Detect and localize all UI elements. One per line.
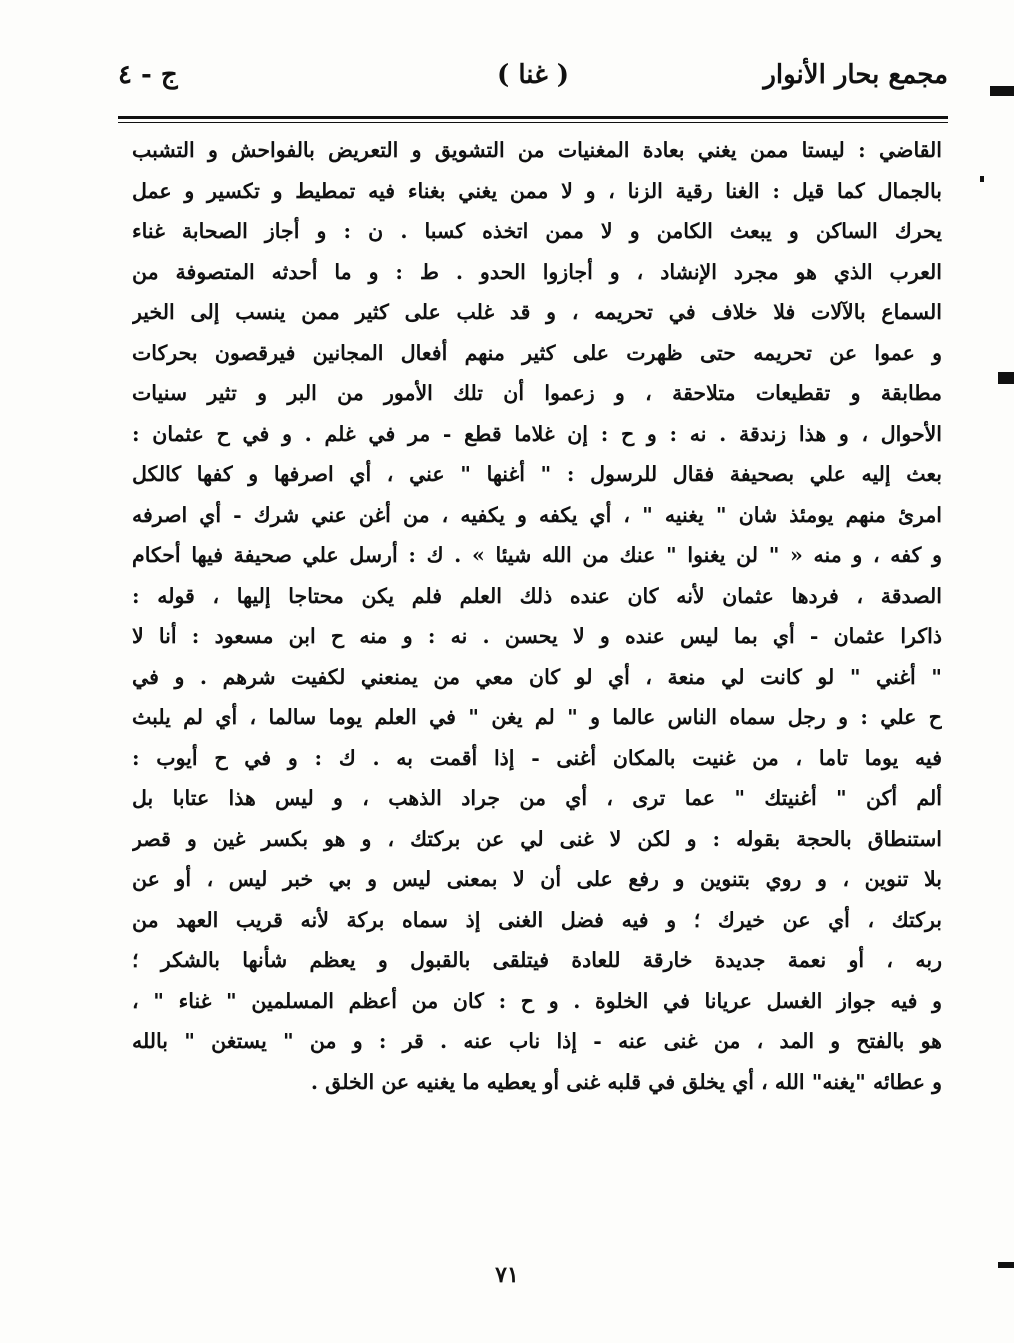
text-line: و فيه جواز الغسل عريانا في الخلوة . و ح : كان من أعظم المسلمين " غناء " ،: [132, 988, 942, 1013]
text-line: فيه يوما تاما ، من غنيت بالمكان أغنى - إذا أقمت به . ك : و في ح أيوب :: [132, 745, 942, 770]
text-line: هو بالفتح و المد ، من غنى عنه - إذا ناب عنه . قر : و من " يستغن " بالله: [132, 1029, 942, 1053]
header-rule-thin: [118, 122, 948, 123]
text-line: يحرك الساكن و يبعث الكامن و لا ممن اتخذه كسبا . ن : و أجاز الصحابة غناء: [132, 219, 942, 243]
text-line: ألم أكن " أغنيتك " عما ترى ، أي من جراد الذهب ، و ليس هذا عتابا بل: [132, 786, 942, 810]
page-number: ٧١: [495, 1262, 519, 1288]
volume-label: ج - ٤: [118, 60, 178, 90]
scan-mark: [998, 1262, 1014, 1268]
text-line: بعث إليه علي بصحيفة فقال للرسول : " أغنها " عني ، أي اصرفها و كفها كالكل: [132, 462, 942, 486]
text-line: بركتك ، أي عن خيرك ؛ و فيه فضل الغنى إذ سماه بركة لأنه قريب العهد من: [132, 907, 942, 932]
text-line: بالجمال كما قيل : الغنا رقية الزنا ، و لا ممن يغني بغناء فيه تمطيط و تكسير و عمل: [132, 178, 942, 203]
text-line: ذاكرا عثمان - أي بما ليس عنده و لا يحسن . نه : و منه ح ابن مسعود : أنا لا: [132, 624, 942, 648]
text-line: و كفه ، و منه « " لن يغنوا " عنك من الله شيئا » . ك : أرسل علي صحيفة فيها أحكام: [132, 543, 942, 567]
text-line: و عموا عن تحريمه حتى ظهرت على كثير منهم أفعال المجانين فيرقصون بحركات: [132, 340, 942, 365]
text-line: " أغني " لو كانت لي منعة ، أي لو كان معي من يمنعني لكفيت شرهم . و في: [132, 664, 942, 689]
text-line: القاضي : ليستا ممن يغني بعادة المغنيات من التشويق و التعريض بالفواحش و التشبب: [132, 138, 942, 162]
text-line: و عطائه "يغنه" الله ، أي يخلق في قلبه غنى أو يعطيه ما يغنيه عن الخلق .: [310, 1069, 942, 1094]
scan-mark: [980, 176, 984, 182]
text-line: ربه ، أو نعمة جديدة خارقة للعادة فيتلقى بالقبول و يعظم شأنها بالشكر ؛: [132, 948, 942, 972]
text-line: العرب الذي هو مجرد الإنشاد ، و أجازوا الحدو . ط : و ما أحدثه المتصوفة من: [132, 259, 942, 284]
header-rule-thick: [118, 116, 948, 119]
section-heading: ( غنا ): [496, 60, 570, 90]
body-text: [132, 130, 942, 1102]
text-line: استنطاق بالحجة بقوله : و لكن لا غنى لي عن بركتك ، و هو بكسر غين و قصر: [132, 826, 942, 851]
text-line: مطابقة و تقطيعات متلاحقة ، و زعموا أن تلك الأمور من البر و تثير سنيات: [132, 381, 942, 405]
book-title: مجمع بحار الأنوار: [763, 60, 948, 90]
page-header: [118, 60, 948, 104]
text-line: الصدقة ، فردها عثمان لأنه كان عنده ذلك العلم فلم يكن محتاجا إليها ، قوله :: [132, 583, 942, 608]
text-line: بلا تنوين ، و روي بتنوين و رفع على أن لا بمعنى ليس و بي خبر ليس ، أو عن: [132, 867, 942, 891]
text-line: ح علي : و رجل سماه الناس عالما و " لم يغن " في العلم يوما سالما ، أي لم يلبث: [132, 705, 942, 729]
text-line: السماع بالآلات فلا خلاف في تحريمه ، و قد غلب على كثير ممن ينسب إلى الخير: [132, 300, 942, 324]
text-line: الأحوال ، و هذا زندقة . نه : و ح : إن غلاما قطع - مر في غلم . و في ح عثمان :: [132, 421, 942, 446]
scan-mark: [990, 86, 1014, 96]
scan-mark: [998, 372, 1014, 384]
text-line: امرئ منهم يومئذ شان " يغنيه " ، أي يكفه و يكفيه ، من أغن عني شرك - أي اصرفه: [132, 502, 942, 527]
